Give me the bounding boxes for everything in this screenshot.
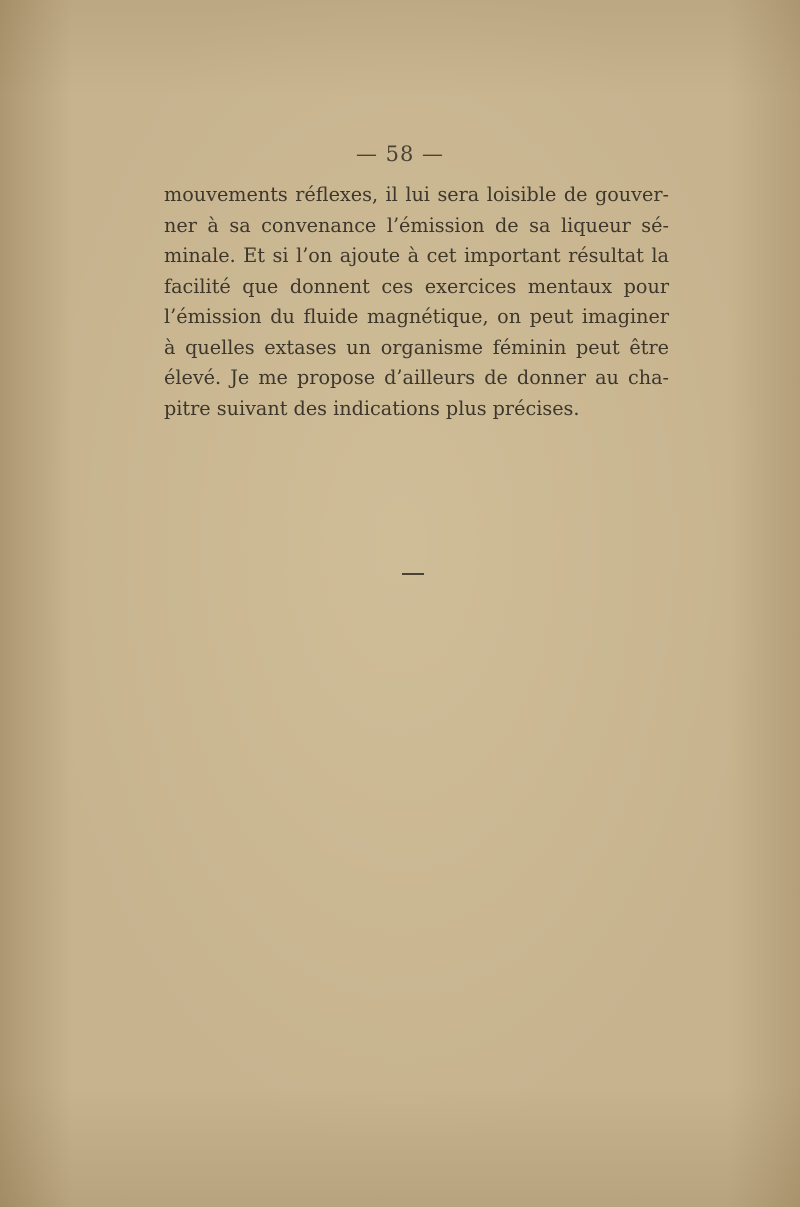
- paragraph: [164, 180, 669, 424]
- section-end-rule: [402, 573, 424, 575]
- paragraph-line: pitre suivant des indications plus précises.: [164, 396, 580, 420]
- paragraph-line: ner à sa convenance l’émission de sa liqueur sé-: [164, 213, 669, 237]
- paragraph-line: mouvements réflexes, il lui sera loisible de gouver-: [164, 183, 669, 206]
- paragraph-line: facilité que donnent ces exercices mentaux pour: [164, 274, 669, 298]
- paragraph-line: à quelles extases un organisme féminin peut être: [164, 335, 669, 359]
- paragraph-line: minale. Et si l’on ajoute à cet important résultat la: [164, 244, 669, 267]
- paragraph-line: l’émission du fluide magnétique, on peut imaginer: [164, 305, 669, 328]
- page-number: — 58 —: [355, 142, 445, 166]
- paragraph-line: élevé. Je me propose d’ailleurs de donner au cha-: [164, 366, 669, 389]
